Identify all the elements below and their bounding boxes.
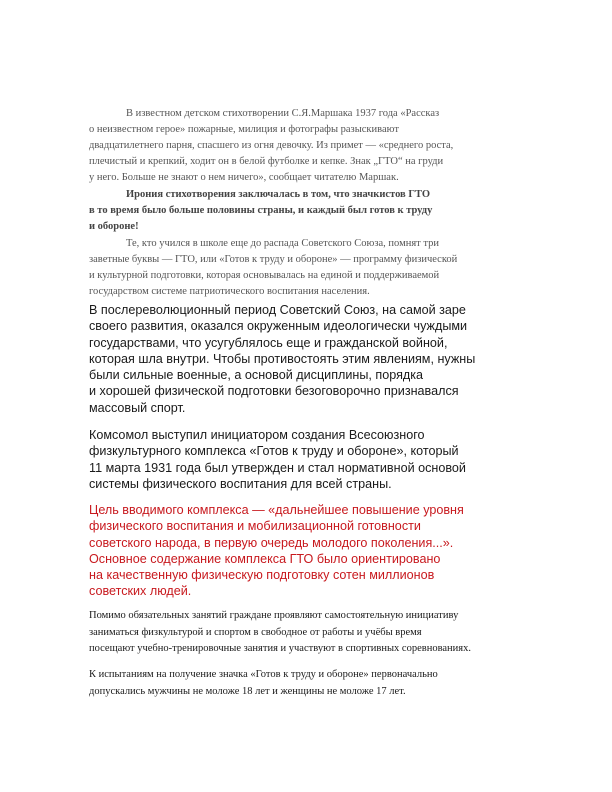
paragraph-voluntary-activity — [89, 608, 529, 658]
paragraph-school-memory — [89, 236, 529, 300]
text-line: заниматься физкультурой и спортом в свободное от работы и учёбы время — [89, 626, 422, 638]
text-line: посещают учебно-тренировочные занятия и участвуют в спортивных соревнованиях. — [89, 643, 471, 655]
text-line: у него. Больше не знают о нем ничего», сообщает читателю Маршак. — [89, 172, 399, 184]
text-line: советских людей. — [89, 584, 192, 599]
text-line: системы физического воспитания для всей страны. — [89, 476, 392, 491]
text-line: физкультурного комплекса «Готов к труду и обороне», который — [89, 444, 459, 459]
text-line: В послереволюционный период Советский Союз, на самой заре — [89, 303, 466, 317]
text-line: К испытаниям на получение значка «Готов к труду и обороне» первоначально — [89, 669, 438, 680]
text-line: которая шла внутри. Чтобы противостоять этим явлениям, нужны — [89, 351, 476, 366]
text-line: В известном детском стихотворении С.Я.Маршака 1937 года «Рассказ — [126, 108, 440, 119]
text-line: советского народа, в первую очередь молодого поколения...». — [89, 535, 454, 550]
paragraph-marshak-intro — [89, 106, 529, 186]
paragraph-komsomol — [89, 427, 529, 492]
text-line: в то время было больше половины страны, и каждый был готов к труду — [89, 205, 433, 217]
text-line: были сильные военные, а основой дисциплины, порядка — [89, 368, 424, 383]
text-line: допускались мужчины не моложе 18 лет и женщины не моложе 17 лет. — [89, 685, 406, 697]
text-line: Цель вводимого комплекса — «дальнейшее повышение уровня — [89, 503, 464, 517]
text-line: Помимо обязательных занятий граждане проявляют самостоятельную инициативу — [89, 610, 459, 621]
text-line: Основное содержание комплекса ГТО было ориентировано — [89, 551, 441, 566]
text-line: Комсомол выступил инициатором создания Всесоюзного — [89, 428, 425, 442]
text-line: своего развития, оказался окруженным идеологически чуждыми — [89, 319, 468, 334]
text-line: Ирония стихотворения заключалась в том, что значкистов ГТО — [126, 189, 431, 200]
text-line: физического воспитания и мобилизационной готовности — [89, 519, 421, 534]
paragraph-age-requirements — [89, 667, 529, 700]
text-line: и культурной подготовки, которая основывалась на единой и поддерживаемой — [89, 270, 440, 282]
text-line: Те, кто учился в школе еще до распада Советского Союза, помнят три — [126, 238, 439, 249]
text-line: государством системе патриотического воспитания населения. — [89, 286, 370, 298]
paragraph-postrevolution — [89, 302, 529, 416]
text-line: и обороне! — [89, 221, 139, 233]
text-line: плечистый и крепкий, ходит он в белой футболке и кепке. Знак „ГТО“ на груди — [89, 156, 444, 168]
text-line: массовый спорт. — [89, 400, 186, 415]
paragraph-goal-red — [89, 502, 529, 600]
text-line: на качественную физическую подготовку сотен миллионов — [89, 568, 435, 583]
text-line: о неизвестном герое» пожарные, милиция и фотографы разыскивают — [89, 124, 399, 136]
text-line: государствами, что усугублялось еще и гражданской войной, — [89, 335, 448, 350]
text-line: двадцатилетнего парня, спасшего из огня девочку. Из примет — «среднего роста, — [89, 140, 454, 152]
text-line: и хорошей физической подготовки безоговорочно признавался — [89, 384, 459, 399]
text-line: 11 марта 1931 года был утвержден и стал нормативной основой — [89, 460, 466, 475]
paragraph-irony-bold — [89, 187, 529, 235]
text-line: заветные буквы — ГТО, или «Готов к труду и обороне» — программу физической — [89, 254, 458, 266]
